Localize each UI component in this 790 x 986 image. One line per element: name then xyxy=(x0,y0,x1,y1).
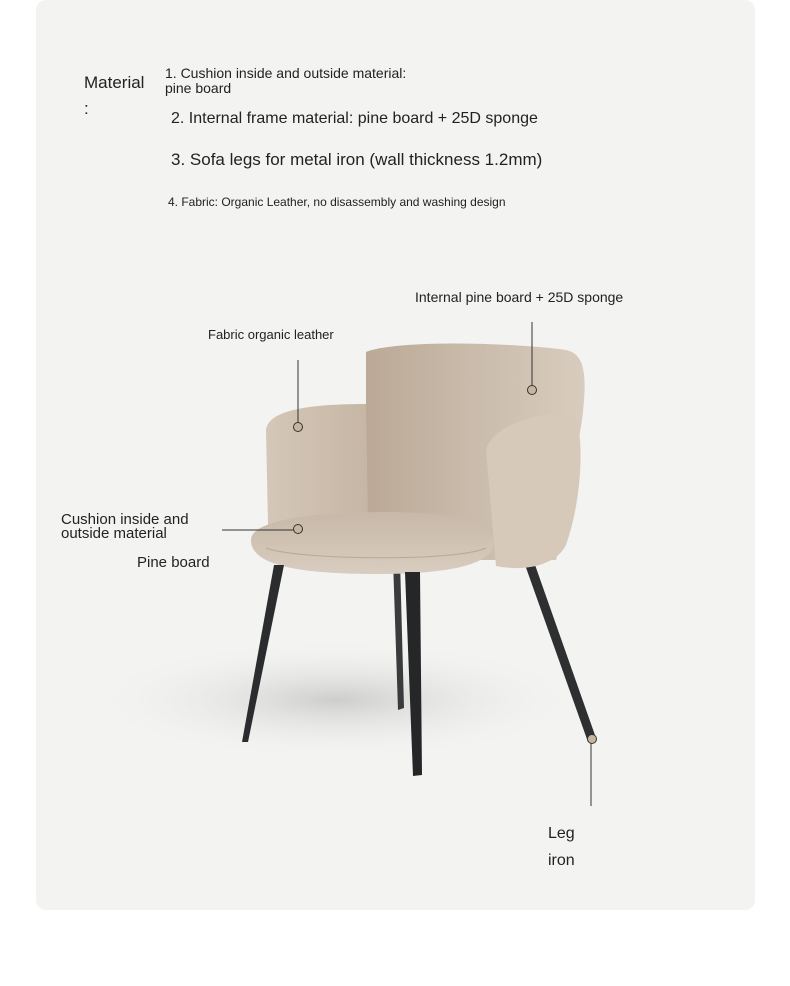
floor-shadow xyxy=(86,640,586,760)
marker-cushion xyxy=(294,525,303,534)
callout-leg-line1: Leg xyxy=(548,825,575,842)
callout-internal: Internal pine board + 25D sponge xyxy=(415,289,624,305)
chair-illustration xyxy=(36,0,755,910)
spec-item-1-line2: pine board xyxy=(165,80,232,96)
callout-leg xyxy=(548,820,575,874)
spec-item-4: 4. Fabric: Organic Leather, no disassembly and washing design xyxy=(168,195,506,209)
material-label: Material xyxy=(84,73,145,92)
callout-cushion-line2: outside material xyxy=(61,525,167,542)
callout-leg-line2: iron xyxy=(548,852,575,869)
spec-item-3: 3. Sofa legs for metal iron (wall thickness 1.2mm) xyxy=(171,150,543,169)
chair-arm-right xyxy=(486,415,581,569)
marker-leg xyxy=(588,735,597,744)
callout-cushion xyxy=(61,513,189,541)
callout-pine: Pine board xyxy=(137,554,210,571)
chair-arm-left xyxy=(266,404,368,525)
callout-cushion-line1: Cushion inside and xyxy=(61,511,189,528)
chair-seat xyxy=(251,512,494,574)
spec-item-1-line1: 1. Cushion inside and outside material: xyxy=(165,65,407,81)
callout-fabric: Fabric organic leather xyxy=(208,327,334,342)
marker-internal xyxy=(528,386,537,395)
material-colon: : xyxy=(84,99,89,118)
spec-item-1 xyxy=(165,66,406,96)
marker-fabric xyxy=(294,423,303,432)
product-card xyxy=(36,0,755,910)
spec-item-2: 2. Internal frame material: pine board + 25D sponge xyxy=(171,110,538,127)
material-heading xyxy=(84,70,144,122)
